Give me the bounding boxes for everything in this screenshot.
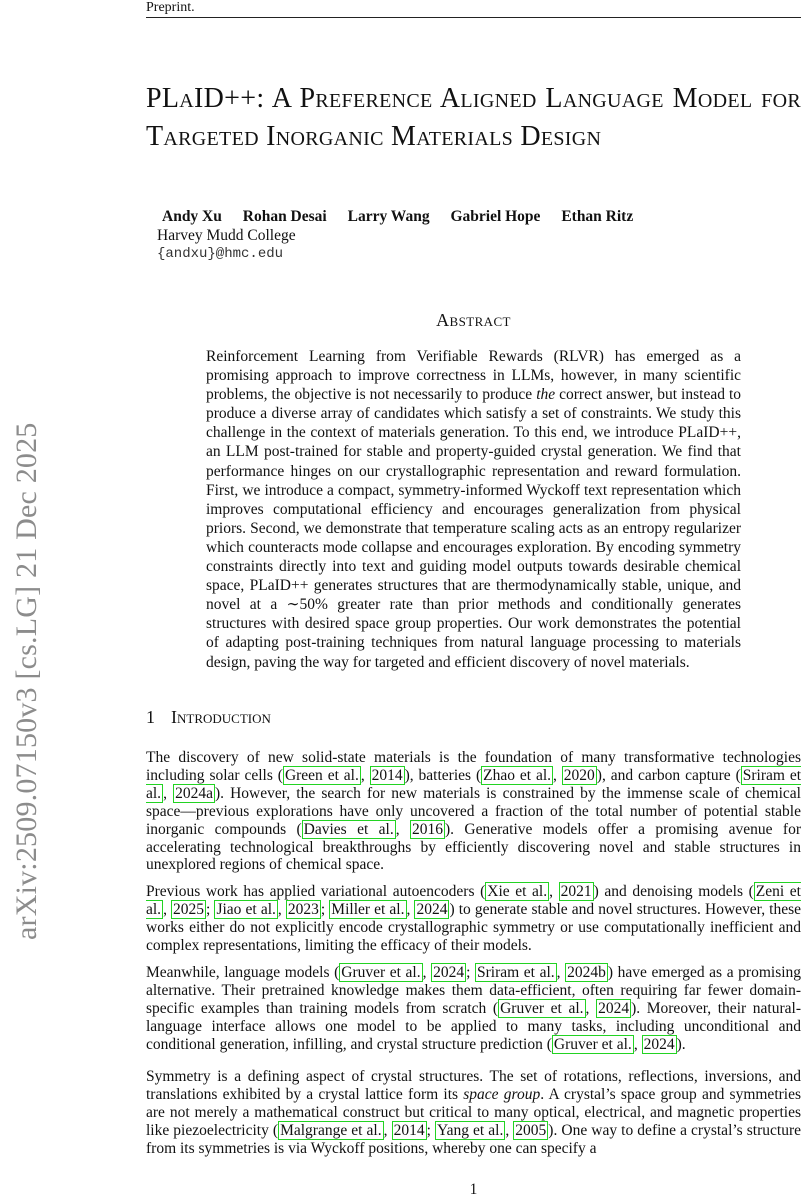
author-name: Ethan Ritz	[561, 208, 634, 225]
citation-year-link[interactable]: 2021	[560, 883, 592, 900]
citation-year-link[interactable]: 2014	[371, 766, 403, 784]
abstract-text-part: correct answer, but instead to produce a diverse array of candidates which satisfy a set of constraints. We study this challenge in the context of materials generation. To this end, we introduce PLaID++, an LLM post-trained for stable and property-guided crystal generation. We find that performance hinges on our crystallographic representation and reward formulation. First, we introduce a compact, symmetry-informed Wyckoff text representation which improves computational efficiency and encourages generalization from physical priors. Second, we demonstrate that temperature scaling acts as an entropy regularizer which counteracts mode collapse and encourages exploration. By encoding symmetry constraints directly into text and guiding model outputs towards desirable chemical space, PLaID++ generates structures that are thermodynamically stable, unique, and novel at a ∼50% greater rate than prior methods and conditionally generates structures with desired space group properties. Our work demonstrates the potential of adapting post-training techniques from natural language processing to materials design, paving the way for targeted and efficient discovery of novel materials.	[206, 386, 741, 671]
citation-year-link[interactable]: 2024	[643, 1035, 675, 1053]
citation-link[interactable]: Davies et al.	[303, 820, 394, 838]
author-name: Andy Xu	[162, 208, 222, 225]
paragraph-text: ), and carbon capture (	[596, 766, 741, 784]
paragraph-text: Symmetry is a defining aspect of crystal structures. The set of rotations, reflections, inversions, and translations exhibited by a crystal lattice form its	[146, 1068, 801, 1103]
header-rule	[146, 17, 801, 18]
paragraph-text: ).	[676, 1035, 686, 1053]
citation-year-link[interactable]: 2020	[563, 766, 595, 784]
citation-link[interactable]: Xie et al.	[487, 883, 548, 900]
running-head: Preprint.	[146, 0, 195, 15]
section-number: 1	[146, 707, 155, 727]
citation-link[interactable]: Yang et al.	[436, 1121, 504, 1139]
author-name: Gabriel Hope	[450, 208, 541, 225]
citation-link[interactable]: Zhao et al.	[483, 766, 552, 784]
paragraph-text: . A crystal’s space group and symmetries are not merely a mathematical construct but critical to many optical, electrical, and magnetic properties like piezoelectricity (	[146, 1085, 801, 1139]
paragraph-text: ) have emerged as a promising alternative. Their pretrained knowledge makes them data-efficient, often requiring far fewer domain-specific examples than training models from scratch (	[146, 964, 801, 1017]
citation-link[interactable]: Green et al.	[284, 766, 359, 784]
paragraph-text: ). Moreover, their natural-language interface allows one model to be applied to many tasks, including unconditional and conditional generation, infilling, and crystal structure prediction (	[146, 999, 801, 1053]
affiliation: Harvey Mudd College	[157, 227, 296, 244]
intro-paragraph-1: The discovery of new solid-state materials is the foundation of many transformative technologies including solar cells ( Green et al. , 2014 ), batteries ( Zhao et al. , 2020 ), and carbon capture ( Sriram et al. , 2024a ). However, the search for new materials is constrained by the immense scale of chemical space—previous explorations have only uncovered a fraction of the total number of potential stable inorganic compounds ( Davies et al. , 2016 ). Generative models offer a promising avenue for accelerating technological breakthroughs by efficiently discovering novel and stable structures in unexplored regions of chemical space.	[146, 749, 801, 874]
abstract-text	[206, 347, 741, 672]
paragraph-text: ). Generative models offer a promising avenue for accelerating technological breakthroughs by efficiently discovering novel and stable structures in unexplored regions of chemical space.	[146, 820, 801, 874]
emphasized-term: space group	[463, 1085, 541, 1103]
author-email: {andxu}@hmc.edu	[157, 246, 284, 262]
citation-year-link[interactable]: 2024	[433, 964, 465, 981]
author-name: Larry Wang	[347, 208, 430, 225]
citation-link[interactable]: Zeni et al.	[146, 883, 801, 918]
paper-title: PLaID++: A Preference Aligned Language Model for Targeted Inorganic Materials Design	[146, 83, 801, 152]
section-title: Introduction	[171, 707, 271, 727]
author-list	[162, 208, 650, 226]
citation-link[interactable]: Malgrange et al.	[280, 1121, 382, 1139]
citation-link[interactable]: Miller et al.	[331, 900, 405, 918]
citation-year-link[interactable]: 2025	[173, 900, 205, 918]
intro-paragraph-3: Meanwhile, language models ( Gruver et al. , 2024 ; Sriram et al. , 2024b ) have emerged as a promising alternative. Their pretrained knowledge makes them data-efficient, often requiring far fewer domain-specific examples than training models from scratch ( Gruver et al. , 2024 ). Moreover, their natural-language interface allows one model to be applied to many tasks, including unconditional and conditional generation, infilling, and crystal structure prediction ( Gruver et al. , 2024 ).	[146, 964, 801, 1053]
paragraph-text: ). However, the search for new materials is constrained by the immense scale of chemical space—previous explorations have only uncovered a fraction of the total number of potential stable inorganic compounds (	[146, 784, 801, 838]
paragraph-text: ). One way to define a crystal’s structure from its symmetries is via Wyckoff positions, whereby one can specify a	[146, 1121, 801, 1157]
arxiv-identifier-stamp: arXiv:2509.07150v3 [cs.LG] 21 Dec 2025	[10, 422, 43, 940]
abstract-emphasis: the	[536, 386, 556, 404]
paragraph-text: ) to generate stable and novel structures. However, these works either do not explicitly encode crystallographic symmetry or use computationally inefficient and complex representations, limiting the efficacy of their models.	[146, 900, 801, 954]
paragraph-text: Previous work has applied variational autoencoders (	[146, 883, 486, 900]
citation-year-link[interactable]: 2016	[411, 820, 443, 838]
citation-link[interactable]: Sriram et al.	[477, 964, 555, 981]
citation-year-link[interactable]: 2014	[393, 1121, 425, 1139]
citation-year-link[interactable]: 2024a	[175, 784, 213, 802]
citation-link[interactable]: Gruver et al.	[553, 1035, 632, 1053]
citation-link[interactable]: Sriram et al.	[146, 766, 801, 802]
citation-link[interactable]: Jiao et al.	[216, 900, 276, 918]
section-heading-introduction	[146, 707, 271, 728]
page-number: 1	[469, 1181, 478, 1198]
citation-link[interactable]: Gruver et al.	[500, 999, 584, 1017]
author-name: Rohan Desai	[242, 208, 327, 225]
intro-paragraph-2: Previous work has applied variational autoencoders ( Xie et al. , 2021 ) and denoising models ( Zeni et al. , 2025 ; Jiao et al. , 2023 ; Miller et al. , 2024 ) to generate stable and novel structures. However, these works either do not explicitly encode crystallographic symmetry or use computationally inefficient and complex representations, limiting the efficacy of their models.	[146, 883, 801, 954]
citation-year-link[interactable]: 2024	[416, 900, 448, 918]
paragraph-text: ), batteries (	[404, 766, 482, 784]
intro-paragraph-4: Symmetry is a defining aspect of crystal structures. The set of rotations, reflections, inversions, and translations exhibited by a crystal lattice form its space group. A crystal’s space group and symmetries are not merely a mathematical construct but critical to many optical, electrical, and magnetic properties like piezoelectricity ( Malgrange et al. , 2014 ; Yang et al. , 2005 ). One way to define a crystal’s structure from its symmetries is via Wyckoff positions, whereby one can specify a	[146, 1068, 801, 1157]
citation-link[interactable]: Gruver et al.	[341, 964, 421, 981]
abstract-heading: Abstract	[436, 310, 511, 330]
paragraph-text: ) and denoising models (	[593, 883, 754, 900]
abstract-text-part: Reinforcement Learning from Verifiable Rewards (RLVR) has emerged as a promising approach to improve correctness in LLMs, however, in many scientific problems, the objective is not necessarily to produce	[206, 348, 741, 404]
citation-year-link[interactable]: 2024b	[567, 964, 606, 981]
paragraph-text: Meanwhile, language models (	[146, 964, 340, 981]
paragraph-text: The discovery of new solid-state materials is the foundation of many transformative technologies including solar cells (	[146, 749, 801, 784]
citation-year-link[interactable]: 2023	[287, 900, 319, 918]
citation-year-link[interactable]: 2024	[598, 999, 630, 1017]
citation-year-link[interactable]: 2005	[515, 1121, 547, 1139]
